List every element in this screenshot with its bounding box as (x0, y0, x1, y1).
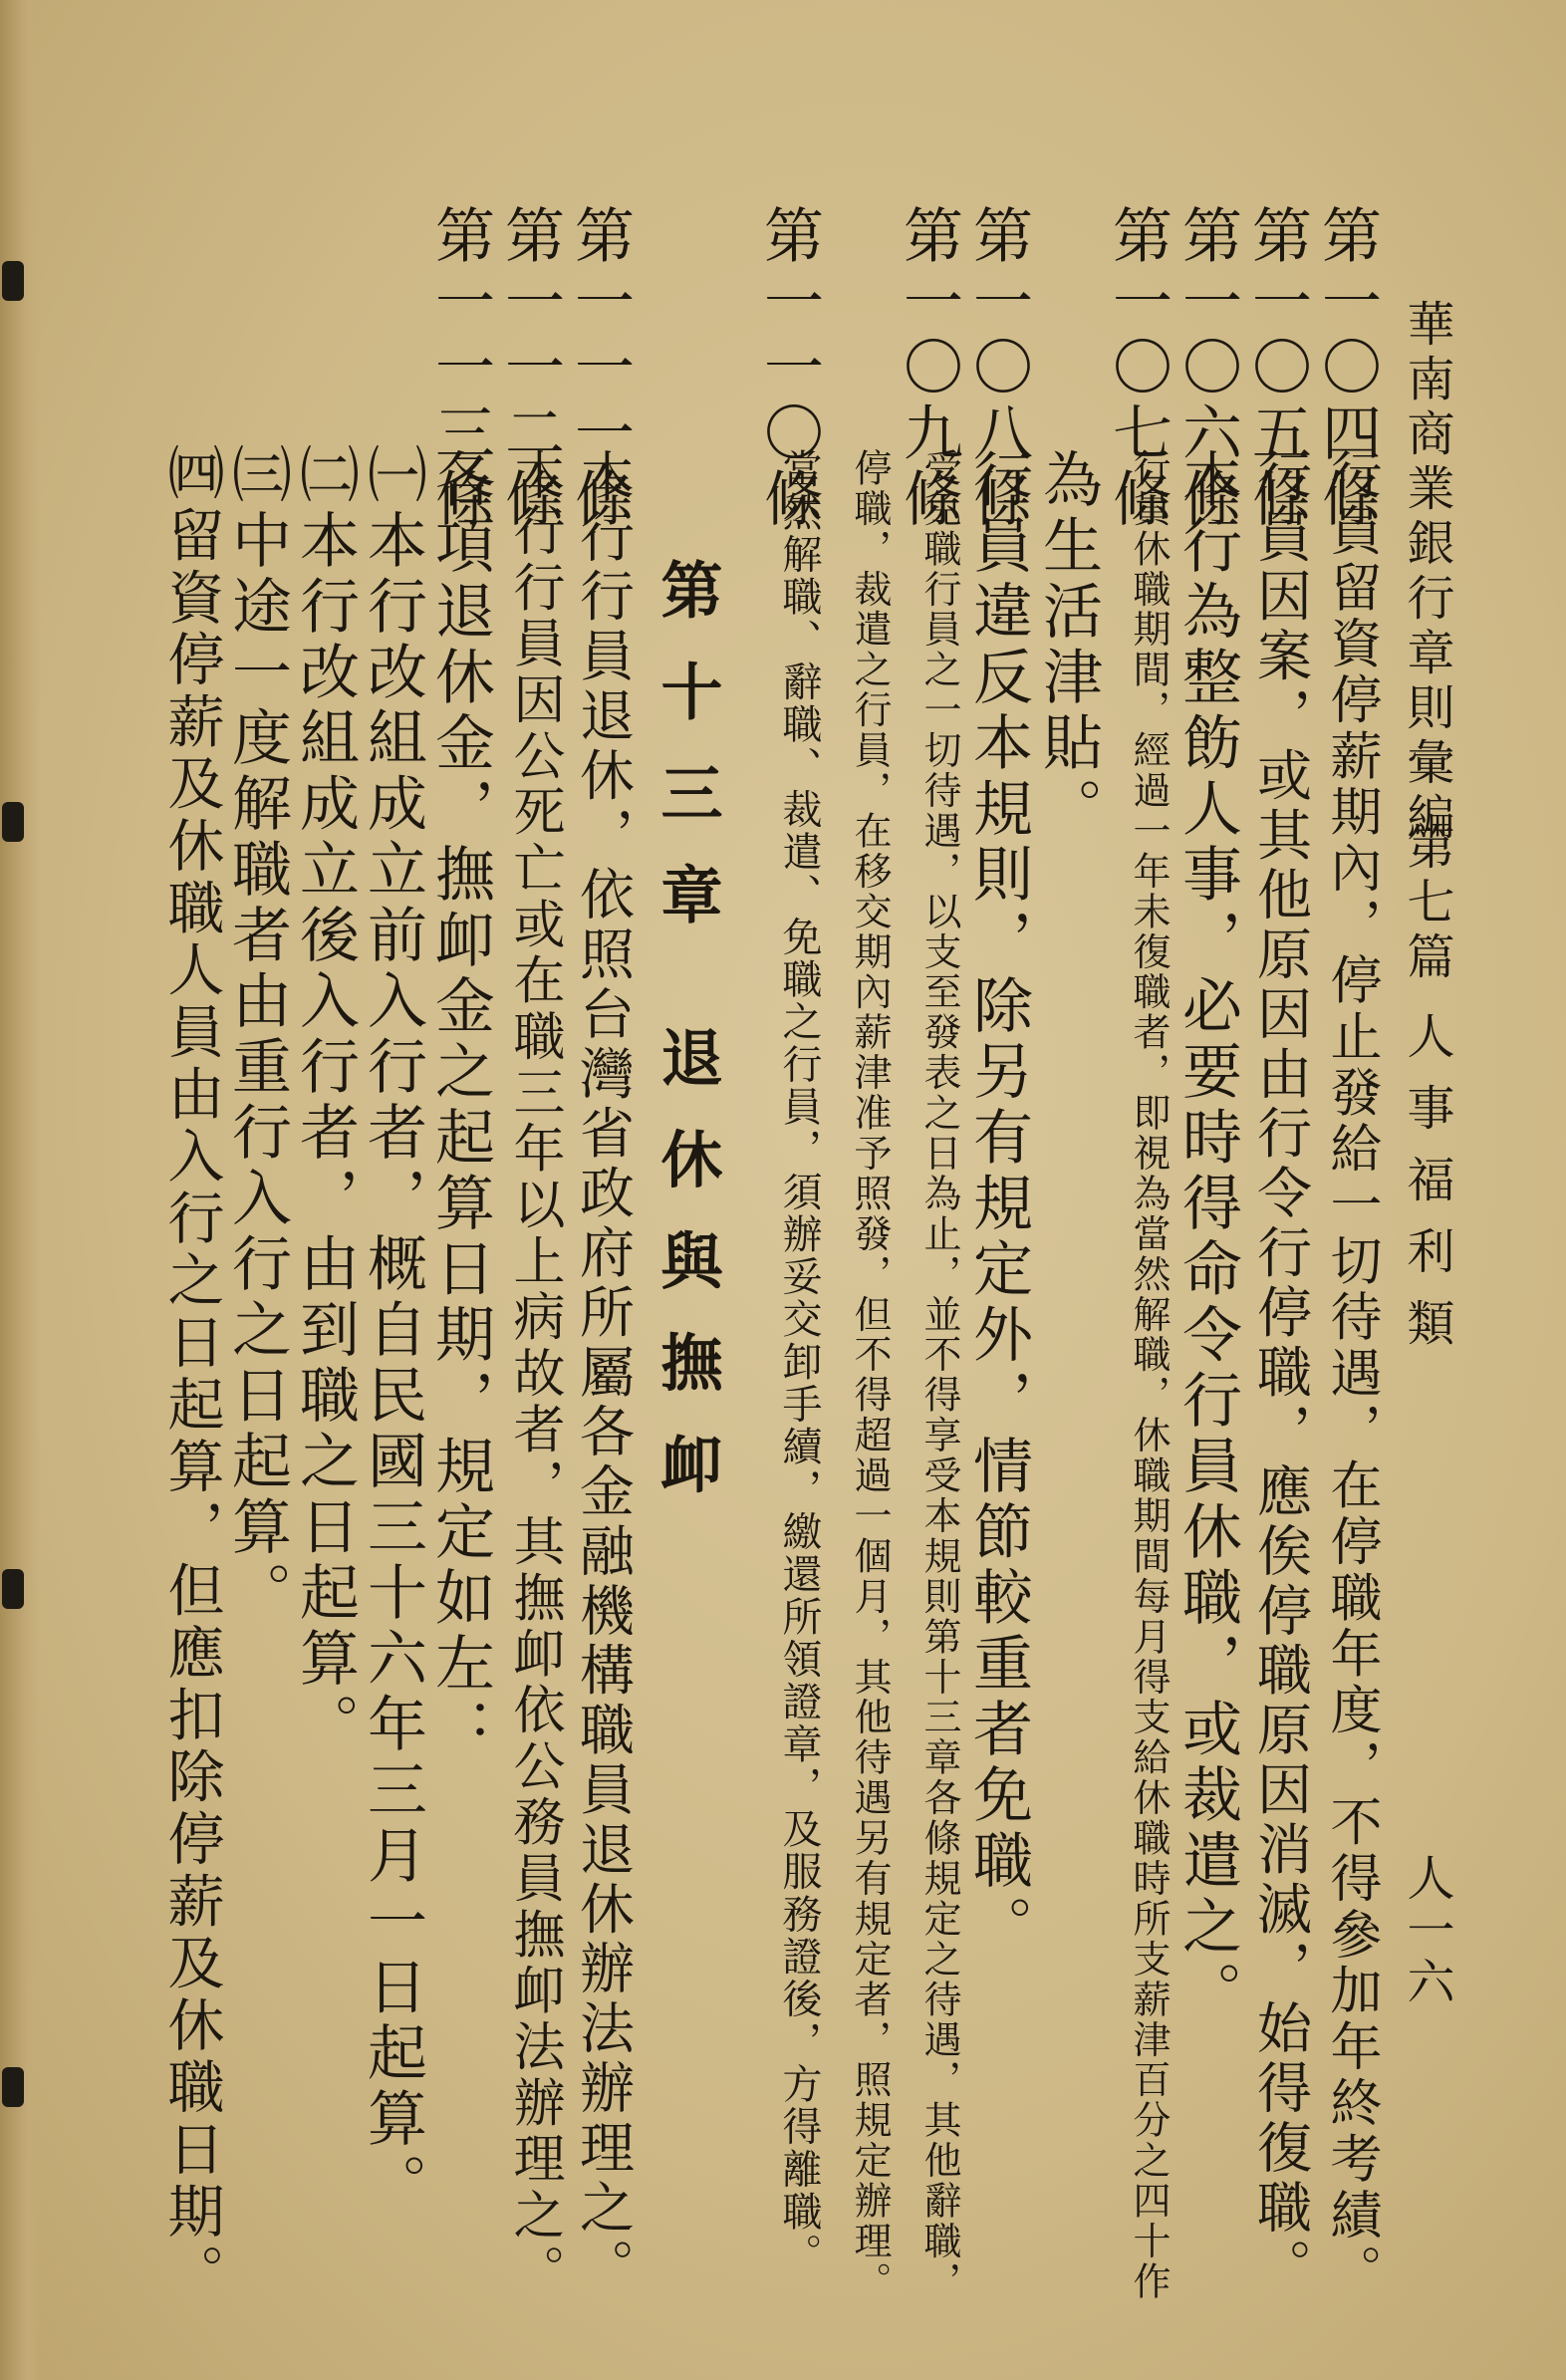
article-text: 行員休職期間，經過一年未復職者，即視為當然解職，休職期間每月得支給休職時所支薪津百分之四十作 (1127, 448, 1171, 2302)
article-number: 第一〇九條 (894, 204, 963, 533)
binding-hole (2, 261, 24, 301)
article-text: 行員違反本規則，除另有規定外，情節較重者免職。 (963, 448, 1033, 1961)
article-number: 第一〇七條 (1103, 204, 1173, 533)
article-text: 各項退休金，撫卹金之起算日期，規定如左： (425, 448, 495, 1763)
binding-edge (0, 0, 40, 2380)
article-text: 本行行員因公死亡或在職三年以上病故者，其撫卹依公務員撫卹法辦理之。 (504, 448, 564, 2300)
article-number: 第一〇五條 (1242, 204, 1312, 533)
article-number: 第一〇八條 (963, 204, 1033, 533)
article-item: ㈡本行改組成立後入行者，由到職之日起算。 (290, 443, 360, 1758)
article-text: 本行為整飭人事，必要時得命令行員休職，或裁遣之。 (1173, 448, 1242, 2026)
article-number: 第一一三條 (425, 204, 495, 533)
binding-hole (2, 802, 24, 842)
article-number: 第一一二條 (495, 204, 565, 533)
article-text: 本行行員退休，依照台灣省政府所屬各金融機構職員退休辦法辦理之。 (571, 448, 635, 2298)
page-number: 人一六 (1399, 1853, 1454, 2008)
article-number: 第一一〇條 (754, 204, 824, 533)
article-number: 第一〇六條 (1173, 204, 1242, 533)
chapter-title: 第十三章 退休與撫卹 (651, 558, 723, 1534)
book-title: 華南商業銀行章則彙編 (1399, 299, 1454, 847)
category-label: 人事福利類 (1399, 1011, 1454, 1370)
article-text: 當然解職、辭職、裁遣、免職之行員，須辦妥交卸手續，繳還所領證章，及服務證後，方得離職。 (776, 448, 822, 2276)
article-text-continued: 停職，裁遣之行員，在移交期內薪津准予照發，但不得超過一個月，其他待遇另有規定者，照規定辦理。 (848, 448, 892, 2302)
article-item: ㈢中途一度解職者由重行入行之日起算。 (222, 443, 292, 1627)
article-text-continued: 為生活津貼。 (1033, 448, 1103, 843)
article-number: 第一〇四條 (1312, 204, 1382, 533)
article-text: 行員因案，或其他原因由行令行停職，應俟停職原因消滅，始得復職。 (1248, 448, 1312, 2298)
article-item: ㈠本行改組成立前入行者，概自民國三十六年三月一日起算。 (358, 443, 427, 2219)
section-label: 第七篇 (1399, 822, 1454, 986)
article-text: 受免職行員之一切待遇，以支至發表之日為止，並不得享受本規則第十三章各條規定之待遇，其他辭職， (917, 448, 961, 2302)
binding-hole (2, 2067, 24, 2107)
article-text: 行員留資停薪期內，停止發給一切待遇，在停職年度，不得參加年終考績。 (1321, 448, 1381, 2300)
article-item: ㈣留資停薪及休職人員由入行之日起算，但應扣除停薪及休職日期。 (158, 443, 224, 2306)
article-number: 第一一一條 (565, 204, 635, 533)
binding-hole (2, 1569, 24, 1609)
